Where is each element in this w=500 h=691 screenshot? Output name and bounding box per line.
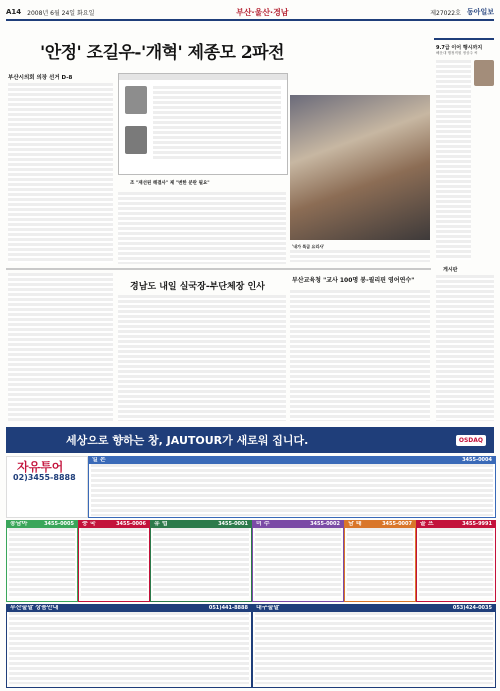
southeast-title: 동남아 <box>10 520 28 527</box>
europe-ad-body <box>153 528 249 598</box>
busan-title: 부산출발 상품안내 <box>10 604 59 611</box>
japan-ad-body <box>91 464 493 516</box>
candidate-photo-2 <box>125 126 147 154</box>
lower-left-article <box>8 273 113 421</box>
pacific-ad-body <box>347 528 413 598</box>
america-ad[interactable] <box>252 520 344 602</box>
sidebar-rule <box>434 38 494 40</box>
daegu-ad-body <box>255 612 493 684</box>
article3-headline: 부산교육청 "교사 100명 봉-필리핀 영어연수" <box>292 277 415 284</box>
japan-phone: 3455-0004 <box>462 457 492 463</box>
photo-caption: '내가 특급 요리사' <box>292 244 325 249</box>
notice-title: 게시판 <box>443 267 458 273</box>
issue-date: 2008년 6월 24일 화요일 <box>27 9 95 17</box>
golf-ad[interactable] <box>416 520 496 602</box>
china-ad[interactable] <box>78 520 150 602</box>
china-phone: 3455-0006 <box>116 521 146 527</box>
america-title: 미 주 <box>256 520 270 527</box>
daegu-title: 대구출발 <box>256 604 280 611</box>
article3-body <box>290 290 430 421</box>
sidebar-body <box>436 60 471 260</box>
issue-number: 제27022호 <box>430 9 461 17</box>
southeast-ad[interactable] <box>6 520 78 602</box>
southeast-phone: 3455-0005 <box>44 521 74 527</box>
southeast-ad-body <box>9 528 75 598</box>
china-ad-body <box>81 528 147 598</box>
jau-logo-box[interactable] <box>6 456 88 518</box>
ad-brand: OSDAQ <box>456 435 486 446</box>
mid-article-body <box>118 192 286 264</box>
page-header <box>6 5 494 21</box>
europe-title: 유 럽 <box>154 520 168 527</box>
photo-caption-text <box>290 250 430 262</box>
ad-slogan: 세상으로 향하는 창, JAUTOUR가 새로워 집니다. <box>66 434 309 447</box>
japan-title: 일 본 <box>92 456 106 463</box>
sidebar-subtitle: 해운대 행정직원 정상주 씨 <box>436 51 478 55</box>
sidebar-title: 9.7급 이어 행시까지 <box>436 45 483 51</box>
profile-photo <box>474 60 494 86</box>
main-headline: '안정' 조길우-'개혁' 제종모 2파전 <box>40 43 285 63</box>
ad-banner[interactable] <box>6 427 494 453</box>
pacific-ad[interactable] <box>344 520 416 602</box>
candidate-table <box>118 73 288 175</box>
article2-body <box>118 295 286 421</box>
busan-ad[interactable] <box>6 604 252 688</box>
candidate-details <box>153 86 281 160</box>
daegu-phone: 053)424-0035 <box>452 605 492 611</box>
busan-phone: 051)441-8888 <box>208 605 248 611</box>
cooking-contest-photo <box>290 95 430 240</box>
table-header-row <box>119 74 287 80</box>
mid-subhead: 조 "재선된 해결사" 제 "변한 분란 필요" <box>130 181 210 186</box>
busan-ad-body <box>9 612 249 684</box>
japan-ad[interactable] <box>88 456 496 518</box>
europe-phone: 3455-0001 <box>218 521 248 527</box>
left-article-body <box>8 83 113 263</box>
page-number: A14 <box>6 8 22 16</box>
left-subhead: 부산시의회 의장 선거 D-8 <box>8 75 73 81</box>
candidate-photo-1 <box>125 86 147 114</box>
pacific-title: 남 태 <box>348 520 362 527</box>
america-ad-body <box>255 528 341 598</box>
america-phone: 3455-0002 <box>310 521 340 527</box>
jau-brand: 자유투어 <box>17 460 64 474</box>
golf-title: 골 프 <box>420 520 434 527</box>
golf-phone: 3455-9991 <box>462 521 492 527</box>
divider <box>6 268 431 270</box>
section-title: 부산·울산·경남 <box>236 7 289 17</box>
pacific-phone: 3455-0007 <box>382 521 412 527</box>
china-title: 중 국 <box>82 520 96 527</box>
jau-phone: 02)3455-8888 <box>13 472 76 482</box>
paper-logo: 동아일보 <box>466 8 494 16</box>
golf-ad-body <box>419 528 493 598</box>
europe-ad[interactable] <box>150 520 252 602</box>
notice-body <box>436 275 494 421</box>
article2-headline: 경남도 내일 실국장-부단체장 인사 <box>130 282 265 292</box>
daegu-ad[interactable] <box>252 604 496 688</box>
